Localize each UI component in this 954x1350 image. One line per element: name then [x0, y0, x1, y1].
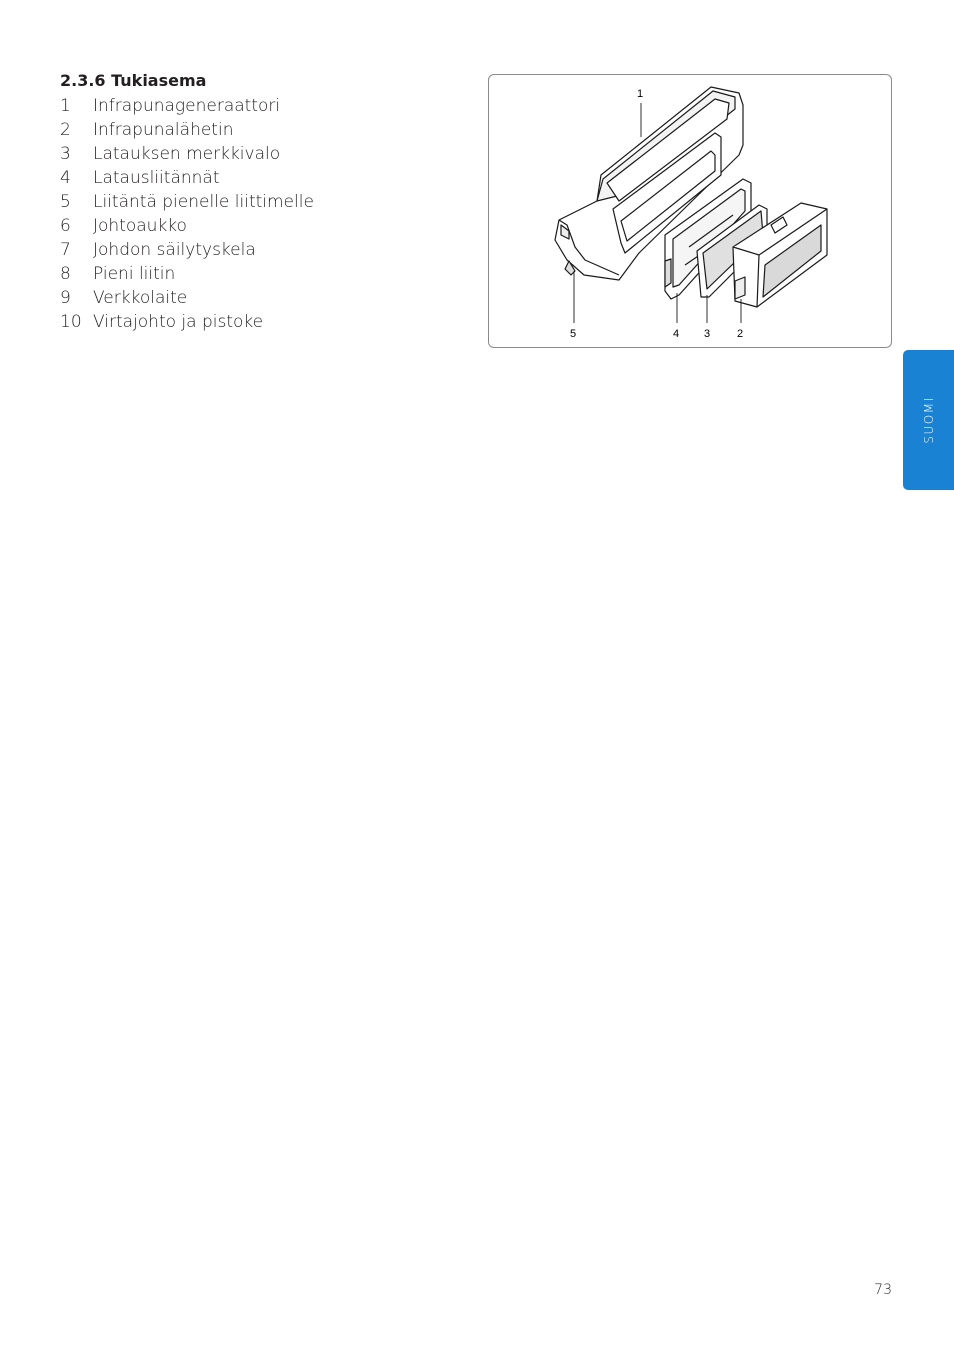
item-number: 8 — [60, 264, 71, 284]
item-number: 2 — [60, 120, 71, 140]
item-label: Virtajohto ja pistoke — [93, 312, 264, 332]
item-label: Infrapunalähetin — [93, 120, 234, 140]
item-label: Latausliitännät — [93, 168, 220, 188]
item-number: 4 — [60, 168, 71, 188]
item-number: 5 — [60, 192, 71, 212]
product-illustration-frame — [488, 74, 892, 348]
callout-3: 3 — [704, 328, 711, 340]
base-station-illustration — [489, 75, 893, 349]
item-label: Johdon säilytyskela — [93, 240, 256, 260]
section — [60, 70, 460, 334]
item-number: 6 — [60, 216, 71, 236]
page-number: 73 — [874, 1282, 892, 1298]
callout-5: 5 — [570, 328, 577, 340]
list-item — [60, 94, 460, 118]
item-number: 9 — [60, 288, 71, 308]
language-tab-label: SUOMI — [921, 396, 936, 444]
item-label: Pieni liitin — [93, 264, 176, 284]
item-label: Latauksen merkkivalo — [93, 144, 281, 164]
list-item — [60, 142, 460, 166]
item-label: Infrapunageneraattori — [93, 96, 281, 116]
list-item — [60, 238, 460, 262]
item-number: 3 — [60, 144, 71, 164]
list-item — [60, 190, 460, 214]
list-item — [60, 214, 460, 238]
section-title: 2.3.6 Tukiasema — [60, 71, 207, 90]
item-number: 7 — [60, 240, 71, 260]
list-item — [60, 166, 460, 190]
item-label: Johtoaukko — [93, 216, 187, 236]
callout-1: 1 — [637, 88, 644, 100]
list-item — [60, 262, 460, 286]
list-item — [60, 118, 460, 142]
callout-2: 2 — [737, 328, 744, 340]
parts-list — [60, 94, 460, 334]
item-label: Liitäntä pienelle liittimelle — [93, 192, 314, 212]
item-number: 10 — [60, 312, 82, 332]
list-item — [60, 286, 460, 310]
item-number: 1 — [60, 96, 71, 116]
language-tab — [903, 350, 954, 490]
item-label: Verkkolaite — [93, 288, 188, 308]
list-item — [60, 310, 460, 334]
callout-4: 4 — [673, 328, 680, 340]
